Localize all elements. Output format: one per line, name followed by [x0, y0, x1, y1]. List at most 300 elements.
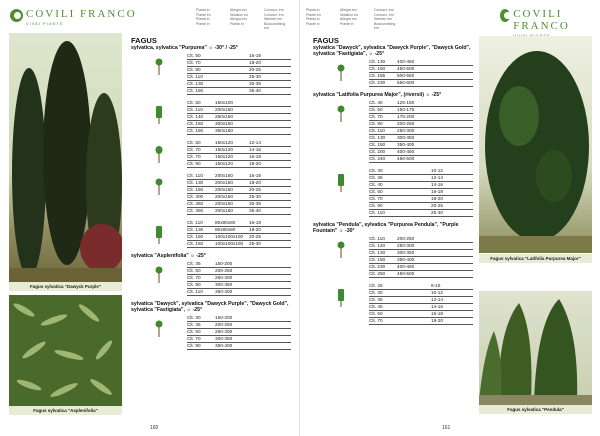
- height-range: 150x120: [215, 147, 233, 152]
- container-size: Clt. 40: [369, 100, 383, 105]
- girth-range: [249, 121, 275, 127]
- table-row: [369, 135, 473, 142]
- container-size: Clt. 30: [187, 315, 201, 320]
- height-range: 450-500: [397, 271, 415, 276]
- size-table: [187, 53, 291, 95]
- table-row: [369, 128, 473, 135]
- size-table: [369, 283, 473, 325]
- variety-title: sylvatica "Asplenifolia" ☼ -25°: [131, 253, 206, 259]
- girth-range: [249, 343, 275, 349]
- height-range: 150-200: [215, 261, 233, 266]
- height-range: 300-350: [397, 135, 415, 140]
- height-range: 450-500: [397, 66, 415, 71]
- girth-range: 10-12: [431, 168, 443, 173]
- table-row: [369, 156, 473, 163]
- table-row: [187, 88, 291, 95]
- plant-form-icon: [337, 104, 345, 126]
- variety-title: sylvatica "Latifolia Purpurea Major", (riversii) ☼ -25°: [313, 92, 442, 98]
- table-row: [187, 227, 291, 234]
- container-size: Clt. 50: [369, 311, 383, 316]
- plant-form-icon: [155, 104, 163, 126]
- plant-form-icon: [155, 57, 163, 79]
- height-range: [397, 168, 431, 174]
- container-size: Clt. 155: [369, 73, 386, 78]
- height-range: 250-300: [397, 128, 415, 133]
- girth-range: [249, 336, 275, 342]
- height-range: [397, 210, 431, 216]
- container-size: Clt. 70: [187, 336, 201, 341]
- girth-range: 14-16: [431, 182, 443, 187]
- size-table: [187, 220, 291, 248]
- right-price-list: [313, 45, 473, 330]
- girth-range: 25-30: [249, 74, 261, 79]
- table-row: [187, 194, 291, 201]
- height-range: 350-400: [215, 289, 233, 294]
- height-range: 350-400: [397, 142, 415, 147]
- container-size: Clt. 230: [369, 80, 386, 85]
- height-range: 400-450: [397, 149, 415, 154]
- height-range: 200x150: [215, 194, 233, 199]
- height-range: 200x150: [215, 180, 233, 185]
- container-size: Clt. 250: [369, 271, 386, 276]
- container-size: Clt. 110: [187, 107, 203, 112]
- table-row: [369, 142, 473, 149]
- height-range: 300-350: [397, 250, 415, 255]
- girth-range: [249, 128, 275, 134]
- height-range: [215, 88, 249, 94]
- variety-title: sylvatica "Pendula", sylvatica "Purpurea Pendula", "Purple Fountain" ☼ -30°: [313, 222, 459, 234]
- girth-range: 12-14: [431, 297, 443, 302]
- girth-range: 14-16: [249, 147, 261, 152]
- girth-range: 20-25: [249, 234, 261, 239]
- variety-section: [131, 253, 291, 296]
- girth-range: 16-18: [431, 311, 443, 316]
- girth-range: [431, 114, 457, 120]
- girth-range: [431, 100, 457, 106]
- variety-title: sylvatica "Dawyck", sylvatica "Dawyck Purple", "Dawyck Gold", sylvatica "Fastigiata", ☼ -25°: [131, 301, 289, 313]
- height-range: [215, 81, 249, 87]
- girth-range: [431, 107, 457, 113]
- caption-right-2: Fagus sylvatica "Pendula": [479, 405, 592, 414]
- girth-range: 16-18: [249, 173, 261, 178]
- girth-range: [431, 80, 457, 86]
- height-range: [215, 53, 249, 59]
- height-range: 400-450: [397, 264, 415, 269]
- table-row: [187, 74, 291, 81]
- container-size: Clt. 150: [187, 187, 204, 192]
- table-row: [369, 243, 473, 250]
- table-row: [187, 241, 291, 248]
- table-row: [369, 121, 473, 128]
- table-row: [187, 187, 291, 194]
- height-range: 150x120: [215, 140, 233, 145]
- girth-range: [431, 257, 457, 263]
- height-range: 200x150: [215, 187, 233, 192]
- table-row: [369, 66, 473, 73]
- table-row: [187, 147, 291, 154]
- container-size: Clt. 70: [369, 114, 383, 119]
- height-range: [397, 175, 431, 181]
- girth-range: 20-25: [249, 67, 261, 72]
- girth-range: [249, 315, 275, 321]
- photo-pendula: [479, 291, 592, 405]
- height-range: [397, 304, 431, 310]
- page-number-left: 160: [150, 425, 159, 431]
- legend-codes: Pianta in Piante en Planta in Piante in Allegra em Notation en Allegra em Piante in Conoscr. em Conoscr. em Sterben em Buskorchbing em: [196, 8, 286, 30]
- container-size: Clt. 110: [187, 220, 203, 225]
- table-row: [187, 322, 291, 329]
- container-size: Clt. 40: [369, 182, 383, 187]
- girth-range: [431, 66, 457, 72]
- table-row: [369, 264, 473, 271]
- girth-range: 12-14: [249, 140, 261, 145]
- table-row: [187, 60, 291, 67]
- container-size: Clt. 130: [187, 81, 204, 86]
- girth-range: 8-10: [431, 283, 441, 288]
- container-size: Clt. 70: [187, 60, 201, 65]
- brand-name: COVILI FRANCO: [26, 8, 137, 20]
- height-range: 150x100: [215, 100, 233, 105]
- height-range: 250-300: [215, 329, 233, 334]
- height-range: 450-500: [397, 156, 415, 161]
- container-size: Clt. 240: [369, 156, 386, 161]
- container-size: Clt. 130: [369, 59, 386, 64]
- variety-section: [131, 45, 291, 248]
- height-range: 80x80x80: [215, 220, 236, 225]
- photo-asplenifolia: [9, 295, 122, 406]
- container-size: Clt. 50: [187, 329, 201, 334]
- height-range: 150-200: [215, 315, 233, 320]
- girth-range: 18-20: [431, 196, 443, 201]
- container-size: Clt. 70: [187, 154, 201, 159]
- table-row: [369, 196, 473, 203]
- table-row: [187, 114, 291, 121]
- container-size: Clt. 200: [369, 149, 386, 154]
- table-row: [369, 311, 473, 318]
- girth-range: 18-20: [249, 161, 261, 166]
- table-row: [187, 128, 291, 135]
- height-range: 100x100x100: [215, 241, 244, 246]
- table-row: [369, 271, 473, 278]
- container-size: Clt. 70: [369, 318, 383, 323]
- brand-logo: [10, 8, 137, 26]
- plant-form-icon: [155, 224, 163, 246]
- girth-range: [249, 261, 275, 267]
- container-size: Clt. 110: [369, 236, 385, 241]
- table-row: [369, 290, 473, 297]
- table-row: [369, 80, 473, 87]
- table-row: [369, 175, 473, 182]
- girth-range: 14-16: [431, 304, 443, 309]
- table-row: [369, 168, 473, 175]
- girth-range: [431, 250, 457, 256]
- table-row: [369, 149, 473, 156]
- legend-codes-right: Pianta in Piante en Planta in Piante in Allegra em Notation en Allegra em Piante in Conoscr. em Conoscr. em Sterben em Buskorchbing em: [306, 8, 396, 30]
- height-range: 350-400: [215, 343, 233, 348]
- girth-range: [249, 289, 275, 295]
- girth-range: 30-35: [249, 81, 261, 86]
- height-range: 350x150: [215, 128, 233, 133]
- plant-form-icon: [337, 240, 345, 262]
- girth-range: [431, 156, 457, 162]
- size-table: [369, 100, 473, 163]
- table-row: [187, 161, 291, 168]
- size-table: [187, 173, 291, 215]
- tree-illustration: [479, 36, 592, 253]
- container-size: Clt. 150: [187, 128, 204, 133]
- girth-range: 16-18: [249, 220, 261, 225]
- tree-illustration: [479, 291, 592, 405]
- height-range: [215, 67, 249, 73]
- container-size: Clt. 300: [187, 194, 204, 199]
- container-size: Clt. 50: [369, 189, 383, 194]
- girth-range: [431, 121, 457, 127]
- brand-logo-right: [500, 8, 600, 38]
- height-range: [397, 203, 431, 209]
- table-row: [187, 100, 291, 107]
- table-row: [369, 236, 473, 243]
- height-range: 125-150: [397, 100, 415, 105]
- height-range: 200x150: [215, 208, 233, 213]
- girth-range: 16-18: [249, 53, 261, 58]
- height-range: 200x150: [215, 201, 233, 206]
- girth-range: [249, 114, 275, 120]
- table-row: [187, 180, 291, 187]
- container-size: Clt. 50: [187, 53, 201, 58]
- leaves-illustration: [9, 295, 122, 406]
- girth-range: [249, 268, 275, 274]
- table-row: [187, 234, 291, 241]
- girth-range: [431, 59, 457, 65]
- container-size: Clt. 90: [369, 121, 383, 126]
- size-table: [369, 59, 473, 87]
- table-row: [369, 283, 473, 290]
- table-row: [369, 189, 473, 196]
- container-size: Clt. 230: [369, 264, 386, 269]
- girth-range: 18-20: [249, 227, 261, 232]
- height-range: [397, 283, 431, 289]
- table-row: [187, 173, 291, 180]
- height-range: 150-175: [397, 107, 415, 112]
- girth-range: 20-25: [249, 187, 261, 192]
- container-size: Clt. 50: [369, 107, 383, 112]
- plant-form-icon: [155, 177, 163, 199]
- container-size: Clt. 90: [187, 67, 201, 72]
- variety-section: [313, 92, 473, 217]
- brand-name: COVILI FRANCO: [513, 8, 570, 32]
- table-row: [369, 210, 473, 217]
- container-size: Clt. 110: [187, 74, 203, 79]
- table-row: [369, 203, 473, 210]
- container-size: Clt. 50: [187, 268, 201, 273]
- container-size: Clt. 130: [369, 135, 386, 140]
- container-size: Clt. 90: [187, 161, 201, 166]
- girth-range: 18-20: [249, 180, 261, 185]
- table-row: [369, 318, 473, 325]
- container-size: Clt. 35: [187, 322, 201, 327]
- container-size: Clt. 50: [187, 140, 201, 145]
- container-size: Clt. 110: [187, 289, 203, 294]
- plant-form-icon: [337, 63, 345, 85]
- container-size: Clt. 70: [187, 147, 201, 152]
- height-range: [397, 189, 431, 195]
- plant-form-icon: [155, 144, 163, 166]
- photo-latifolia-purpurea: [479, 36, 592, 253]
- table-row: [369, 304, 473, 311]
- container-size: Clt. 90: [187, 282, 201, 287]
- container-size: Clt. 90: [187, 343, 201, 348]
- girth-range: [249, 322, 275, 328]
- girth-range: [249, 282, 275, 288]
- variety-section: [313, 45, 473, 87]
- girth-range: 12-14: [431, 175, 443, 180]
- container-size: Clt. 150: [187, 88, 204, 93]
- size-table: [187, 140, 291, 168]
- table-row: [187, 107, 291, 114]
- height-range: 80x80x80: [215, 227, 236, 232]
- container-size: Clt. 150: [369, 66, 386, 71]
- page-number-right: 161: [442, 425, 451, 431]
- table-row: [369, 100, 473, 107]
- container-size: Clt. 40: [369, 304, 383, 309]
- container-size: Clt. 130: [187, 180, 204, 185]
- table-row: [187, 154, 291, 161]
- table-row: [369, 114, 473, 121]
- container-size: Clt. 50: [187, 100, 201, 105]
- container-size: Clt. 150: [369, 142, 386, 147]
- container-size: Clt. 35: [369, 297, 383, 302]
- table-row: [369, 59, 473, 66]
- height-range: [215, 60, 249, 66]
- variety-title: sylvatica, sylvatica "Purpurea" ☼ -30° / -25°: [131, 45, 238, 51]
- table-row: [187, 53, 291, 60]
- table-row: [187, 329, 291, 336]
- size-table: [187, 261, 291, 296]
- table-row: [369, 73, 473, 80]
- girth-range: 16-18: [249, 154, 261, 159]
- height-range: 200-250: [397, 121, 415, 126]
- table-row: [187, 121, 291, 128]
- table-row: [187, 81, 291, 88]
- girth-range: 25-30: [249, 241, 261, 246]
- variety-section: [131, 301, 291, 350]
- container-size: Clt. 350: [187, 201, 204, 206]
- container-size: Clt. 30: [369, 168, 383, 173]
- height-range: 250-300: [397, 243, 415, 248]
- table-row: [187, 208, 291, 215]
- table-row: [187, 140, 291, 147]
- girth-range: [431, 271, 457, 277]
- container-size: Clt. 150: [369, 257, 386, 262]
- container-size: Clt. 110: [369, 210, 385, 215]
- table-row: [187, 220, 291, 227]
- girth-range: 10-12: [431, 290, 443, 295]
- caption-right-1: Fagus sylvatica "Latifolia Purpurea Major": [479, 254, 592, 263]
- table-row: [187, 336, 291, 343]
- leaf-logo-icon: [500, 9, 510, 22]
- height-range: 300-350: [215, 336, 233, 341]
- container-size: Clt. 70: [187, 275, 201, 280]
- container-size: Clt. 150: [187, 121, 204, 126]
- table-row: [187, 343, 291, 350]
- variety-title: sylvatica "Dawyck", sylvatica "Dawyck Purple", "Dawyck Gold", sylvatica "Fastigiata", ☼ -25°: [313, 45, 471, 57]
- container-size: Clt. 120: [369, 243, 386, 248]
- height-range: 200-250: [215, 322, 233, 327]
- table-row: [187, 289, 291, 296]
- container-size: Clt. 35: [187, 261, 201, 266]
- girth-range: 18-20: [431, 318, 443, 323]
- girth-range: [431, 128, 457, 134]
- girth-range: 18-20: [249, 60, 261, 65]
- girth-range: 35-40: [249, 88, 261, 93]
- height-range: 200x150: [215, 107, 233, 112]
- height-range: [397, 182, 431, 188]
- container-size: Clt. 90: [369, 203, 383, 208]
- height-range: [215, 74, 249, 80]
- tree-illustration: [9, 33, 122, 282]
- table-row: [187, 275, 291, 282]
- height-range: 500-550: [397, 73, 415, 78]
- genus-title-right: FAGUS: [313, 36, 339, 45]
- table-row: [187, 268, 291, 275]
- container-size: Clt. 150: [187, 234, 204, 239]
- height-range: 150x120: [215, 161, 233, 166]
- container-size: Clt. 25: [369, 283, 383, 288]
- table-row: [369, 182, 473, 189]
- container-size: Clt. 110: [369, 128, 385, 133]
- height-range: 250x150: [215, 114, 233, 119]
- leaf-logo-icon: [10, 9, 23, 22]
- height-range: [397, 318, 431, 324]
- container-size: Clt. 140: [187, 114, 204, 119]
- height-range: 350-400: [397, 257, 415, 262]
- girth-range: [431, 236, 457, 242]
- size-table: [369, 236, 473, 278]
- plant-form-icon: [337, 287, 345, 309]
- girth-range: [431, 135, 457, 141]
- container-size: Clt. 30: [369, 290, 383, 295]
- height-range: 300x150: [215, 121, 233, 126]
- table-row: [369, 257, 473, 264]
- table-row: [369, 297, 473, 304]
- left-price-list: [131, 45, 291, 355]
- container-size: Clt. 150: [187, 241, 204, 246]
- table-row: [369, 250, 473, 257]
- size-table: [187, 315, 291, 350]
- girth-range: 30-35: [249, 201, 261, 206]
- height-range: 150x120: [215, 154, 233, 159]
- size-table: [187, 100, 291, 135]
- girth-range: [249, 100, 275, 106]
- height-range: [397, 290, 431, 296]
- girth-range: 20-25: [431, 203, 443, 208]
- genus-title-left: FAGUS: [131, 36, 157, 45]
- variety-section: [313, 222, 473, 325]
- girth-range: [431, 142, 457, 148]
- plant-form-icon: [337, 172, 345, 194]
- table-row: [369, 107, 473, 114]
- height-range: 200-250: [215, 268, 233, 273]
- girth-range: [431, 243, 457, 249]
- caption-left-1: Fagus sylvatica "Dawyck Purple": [9, 282, 122, 291]
- height-range: [397, 196, 431, 202]
- plant-form-icon: [155, 265, 163, 287]
- height-range: 250-300: [215, 275, 233, 280]
- brand-tagline: VIVAI PIANTE: [26, 21, 64, 26]
- container-size: Clt. 110: [187, 173, 203, 178]
- container-size: Clt. 350: [187, 208, 204, 213]
- height-range: 400-450: [397, 59, 415, 64]
